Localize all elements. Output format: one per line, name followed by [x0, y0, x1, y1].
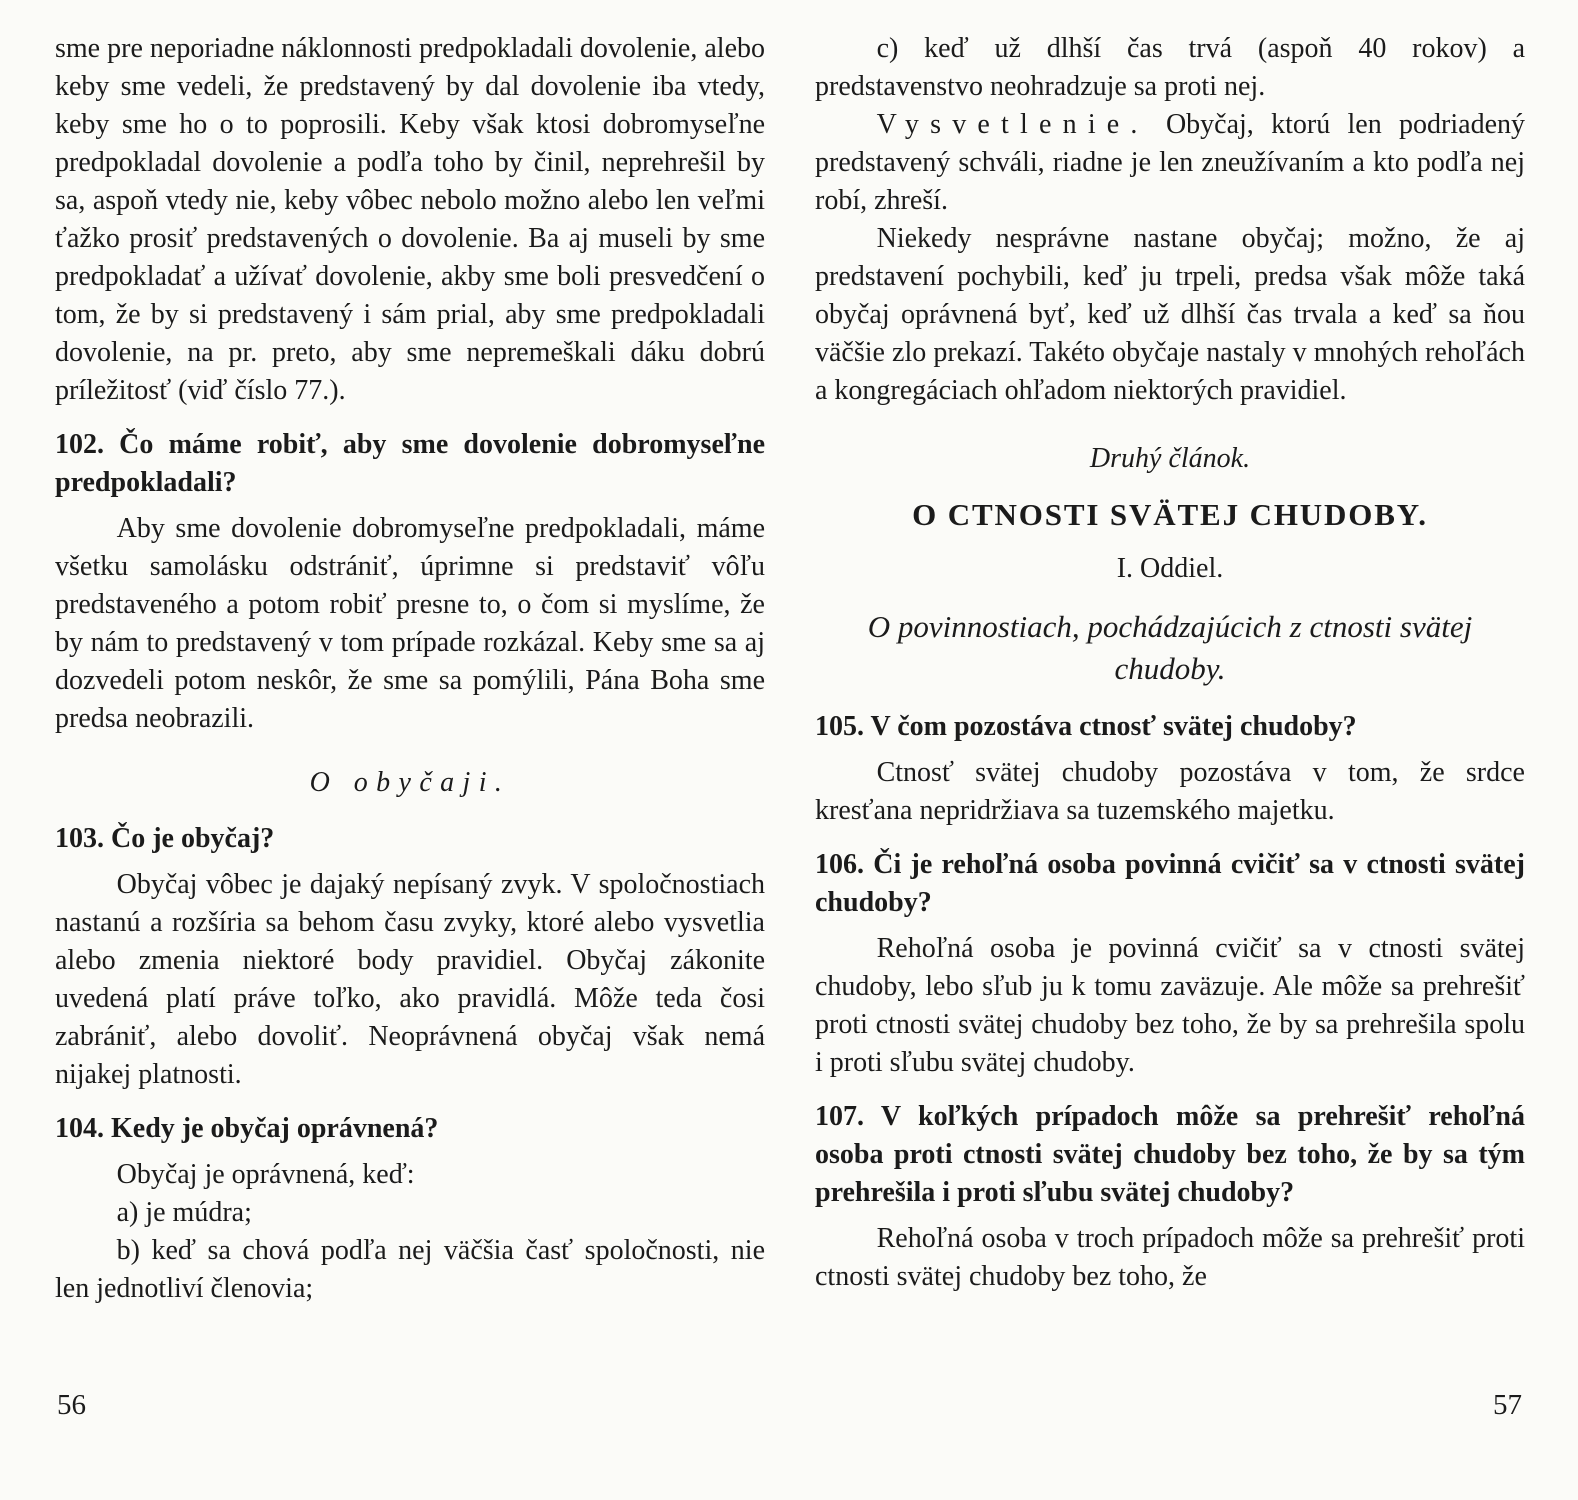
explanation-label: Vysvetlenie. — [876, 109, 1149, 140]
question-103-heading: 103. Čo je obyčaj? — [55, 823, 275, 854]
section-subtitle: O povinnostiach, pochádzajúcich z ctnosti svätej chudoby. — [867, 609, 1473, 686]
section-heading-obycaji: O obyčaji. — [309, 767, 511, 798]
question-104-heading: 104. Kedy je obyčaj oprávnená? — [55, 1113, 439, 1144]
question-106-answer: Rehoľná osoba je povinná cvičiť sa v ctnosti svätej chudoby, lebo sľub ju k tomu zaväzuje. Ale môže sa prehrešiť proti ctnosti svätej chudoby bez toho, že by sa prehrešila spolu i proti sľubu svätej chudoby. — [815, 933, 1525, 1078]
question-105-heading: 105. V čom pozostáva ctnosť svätej chudoby? — [815, 711, 1357, 742]
question-106-heading: 106. Či je rehoľná osoba povinná cvičiť sa v ctnosti svätej chudoby? — [815, 849, 1525, 918]
question-104-item-c: c) keď už dlhší čas trvá (aspoň 40 rokov) a predstavenstvo neohradzuje sa proti nej. — [815, 33, 1525, 102]
question-102-heading: 102. Čo máme robiť, aby sme dovolenie dobromyseľne predpokladali? — [55, 429, 765, 498]
chapter-heading: O CTNOSTI SVÄTEJ CHUDOBY. — [912, 497, 1428, 532]
question-103-answer: Obyčaj vôbec je dajaký nepísaný zvyk. V spoločnostiach nastanú a rozšíria sa behom času zvyky, ktoré alebo vysvetlia alebo zmenia niektoré body pravidiel. Obyčaj zákonite uvedená platí práve toľko, ako pravidlá. Môže teda čosi zabrániť, alebo dovoliť. Neoprávnená obyčaj však nemá nijakej platnosti. — [55, 869, 765, 1090]
question-107-answer: Rehoľná osoba v troch prípadoch môže sa prehrešiť proti ctnosti svätej chudoby bez toho, že — [815, 1223, 1525, 1292]
note-paragraph: Niekedy nesprávne nastane obyčaj; možno, že aj predstavení pochybili, keď ju trpeli, predsa však môže taká obyčaj oprávnená byť, keď už dlhší čas trvala a keď sa ňou väčšie zlo prekazí. Takéto obyčaje nastaly v mnohých rehoľách a kongregáciach ohľadom niektorých pravidiel. — [815, 223, 1525, 406]
question-104-intro: Obyčaj je oprávnená, keď: — [116, 1159, 415, 1190]
question-102-answer: Aby sme dovolenie dobromyseľne predpokladali, máme všetku samolásku odstrániť, úprimne si predstaviť vôľu predstaveného a potom robiť presne to, o čom si myslíme, že by nám to predstavený v tom prípade rozkázal. Keby sme sa aj dozvedeli potom neskôr, že sme sa pomýlili, Pána Boha sme predsa neobrazili. — [55, 513, 765, 734]
page-number-left: 56 — [57, 1389, 86, 1421]
explanation-text: Obyčaj, ktorú len podriadený predstavený schváli, riadne je len zneužívaním a kto podľa nej robí, zhreší. — [815, 109, 1526, 216]
page-number-right: 57 — [1493, 1389, 1522, 1421]
question-104-item-a: a) je múdra; — [116, 1197, 252, 1228]
explanation-paragraph — [815, 106, 1525, 220]
section-label: I. Oddiel. — [1116, 553, 1224, 584]
page-right — [815, 30, 1525, 1500]
question-105-answer: Ctnosť svätej chudoby pozostáva v tom, že srdce kresťana nepridržiava sa tuzemského majetku. — [815, 757, 1525, 826]
question-104-item-b: b) keď sa chová podľa nej väčšia časť spoločnosti, nie len jednotliví členovia; — [55, 1235, 765, 1304]
page-left — [55, 30, 765, 1500]
article-heading: Druhý článok. — [1089, 443, 1251, 474]
paragraph-continuation: sme pre neporiadne náklonnosti predpokladali dovolenie, alebo keby sme vedeli, že predstavený by dal dovolenie iba vtedy, keby sme ho o to poprosili. Keby však ktosi dobromyseľne predpokladal dovolenie a podľa toho by činil, neprehrešil by sa, aspoň vtedy nie, keby vôbec nebolo možno alebo len veľmi ťažko prosiť predstavených o dovolenie. Ba aj museli by sme predpokladať a užívať dovolenie, akby sme boli presvedčení o tom, že by si predstavený i sám prial, aby sme predpokladali dovolenie, na pr. preto, aby sme nepremeškali dáku dobrú príležitosť (viď číslo 77.). — [55, 33, 765, 406]
question-107-heading: 107. V koľkých prípadoch môže sa prehrešiť rehoľná osoba proti ctnosti svätej chudoby bez toho, že by sa tým prehrešila i proti sľubu svätej chudoby? — [815, 1101, 1525, 1208]
